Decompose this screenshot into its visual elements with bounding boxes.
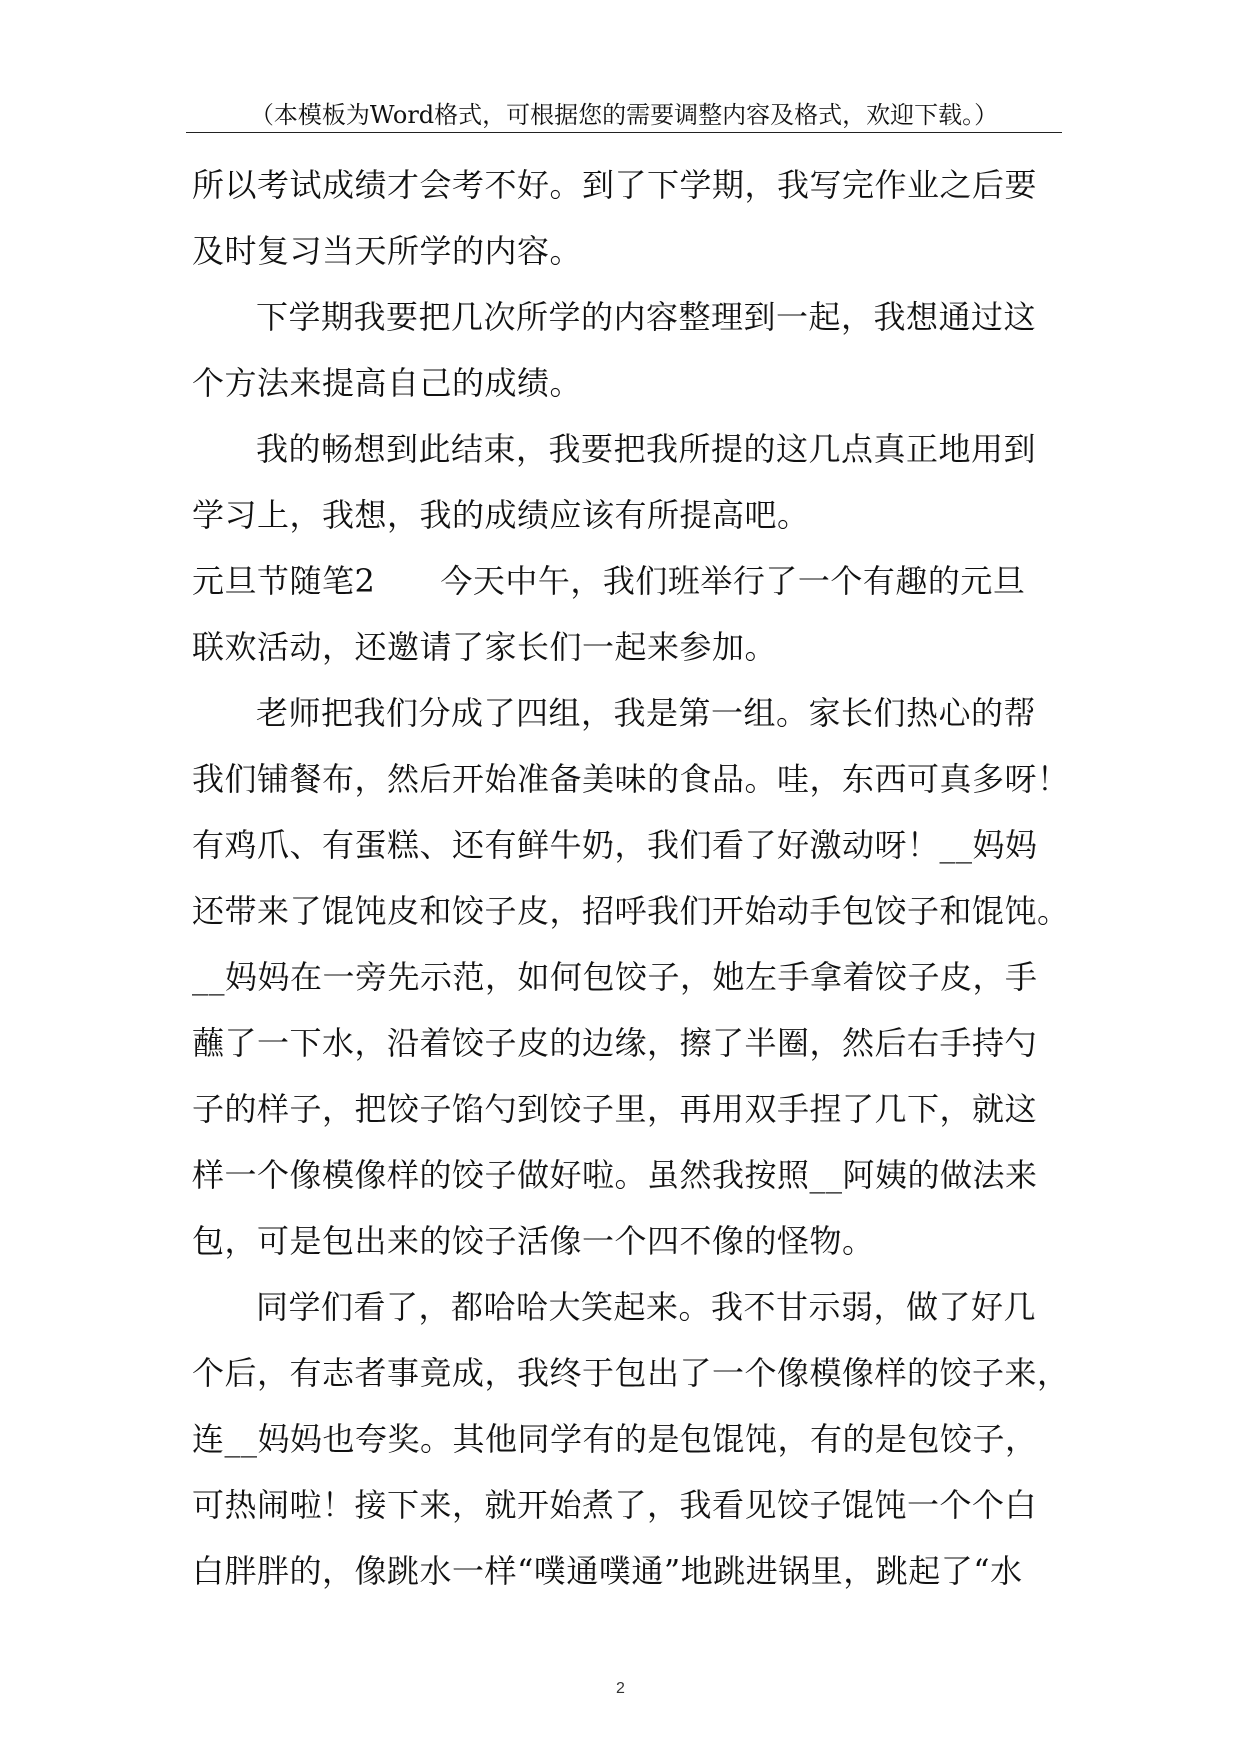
text-line: 我们铺餐布，然后开始准备美味的食品。哇，东西可真多呀！ [192, 760, 1070, 798]
text-line: 连__妈妈也夸奖。其他同学有的是包馄饨，有的是包饺子， [192, 1420, 1038, 1458]
section-heading-line: 元旦节随笔2 今天中午，我们班举行了一个有趣的元旦 [192, 562, 1026, 600]
document-body [192, 152, 1072, 1604]
text-line: 老师把我们分成了四组，我是第一组。家长们热心的帮 [256, 694, 1037, 732]
text-line: 可热闹啦！接下来，就开始煮了，我看见饺子馄饨一个个白 [192, 1486, 1038, 1524]
text-line: 个方法来提高自己的成绩。 [192, 364, 583, 402]
text-line: 子的样子，把饺子馅勺到饺子里，再用双手捏了几下，就这 [192, 1090, 1038, 1128]
text-line: 及时复习当天所学的内容。 [192, 232, 583, 270]
text-line: __妈妈在一旁先示范，如何包饺子，她左手拿着饺子皮，手 [192, 958, 1038, 996]
text-line: 同学们看了，都哈哈大笑起来。我不甘示弱，做了好几 [256, 1288, 1037, 1326]
text-line: 蘸了一下水，沿着饺子皮的边缘，擦了半圈，然后右手持勺 [192, 1024, 1038, 1062]
template-header-note: （本模板为Word格式，可根据您的需要调整内容及格式，欢迎下载。） [249, 101, 999, 129]
text-line: 白胖胖的，像跳水一样“噗通噗通”地跳进锅里，跳起了“水 [192, 1552, 1023, 1590]
text-line: 下学期我要把几次所学的内容整理到一起，我想通过这 [256, 298, 1037, 336]
text-line: 联欢活动，还邀请了家长们一起来参加。 [192, 628, 778, 666]
header-divider [186, 132, 1062, 133]
text-line: 样一个像模像样的饺子做好啦。虽然我按照__阿姨的做法来 [192, 1156, 1038, 1194]
text-line: 还带来了馄饨皮和饺子皮，招呼我们开始动手包饺子和馄饨。 [192, 892, 1070, 930]
text-line: 我的畅想到此结束，我要把我所提的这几点真正地用到 [256, 430, 1037, 468]
text-line: 个后，有志者事竟成，我终于包出了一个像模像样的饺子来， [192, 1354, 1070, 1392]
text-line: 有鸡爪、有蛋糕、还有鲜牛奶，我们看了好激动呀！__妈妈 [192, 826, 1038, 864]
page-number: 2 [616, 1680, 625, 1697]
text-line: 包，可是包出来的饺子活像一个四不像的怪物。 [192, 1222, 875, 1260]
text-line: 学习上，我想，我的成绩应该有所提高吧。 [192, 496, 810, 534]
text-line: 所以考试成绩才会考不好。到了下学期，我写完作业之后要 [192, 166, 1038, 204]
